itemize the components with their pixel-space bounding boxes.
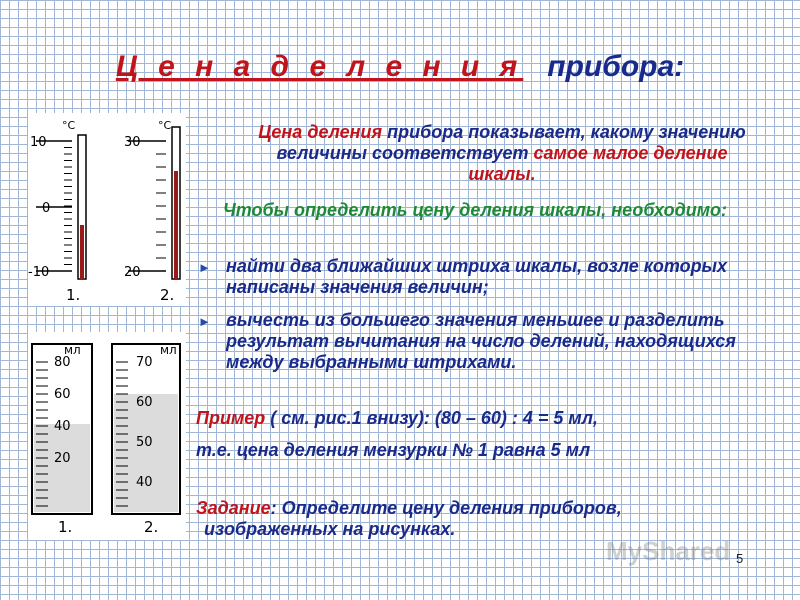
cylinder2-liquid: [114, 394, 178, 512]
cylinders-svg: [28, 332, 186, 540]
title-part2: прибора:: [547, 50, 685, 83]
watermark: MyShared: [606, 536, 731, 566]
cylinder1-liquid: [34, 424, 90, 512]
slide-title: [0, 50, 800, 84]
definition-text: [242, 122, 762, 185]
c1-label-80: 80: [54, 355, 71, 370]
definition-middle: прибора показывает, какому значению величины соответствует: [276, 122, 746, 163]
t1-label-0: 0: [42, 201, 51, 216]
t2-label-30: 30: [124, 135, 141, 150]
t1-mercury: [80, 225, 84, 279]
t1-label-10: 10: [30, 135, 47, 150]
task-text-2: изображенных на рисунках.: [204, 519, 456, 539]
page-number: 5: [736, 551, 744, 566]
c2-label-50: 50: [136, 435, 153, 450]
c1-unit: мл: [64, 343, 81, 357]
bullet-arrow-icon: ►: [198, 260, 211, 275]
c2-unit: мл: [160, 343, 177, 357]
definition-end: самое малое деление шкалы.: [468, 143, 728, 184]
c2-label-40: 40: [136, 475, 153, 490]
bullet-text-2: вычесть из большего значения меньшее и разделить результат вычитания на число делений, находящихся между выбранными штрихами.: [226, 310, 736, 372]
example-label: Пример: [196, 408, 266, 428]
c1-label-60: 60: [54, 387, 71, 402]
bullet-item-2: [198, 310, 758, 373]
c2-label-60: 60: [136, 395, 153, 410]
bullet-item-1: [198, 256, 758, 298]
definition-term: Цена деления: [258, 122, 383, 142]
cylinders-figure: [28, 332, 186, 540]
example-result: т.е. цена деления мензурки № 1 равна 5 мл: [196, 440, 591, 460]
bullet-arrow-icon: ►: [198, 314, 211, 329]
thermometers-svg: [28, 113, 186, 306]
thermometers-figure: [28, 113, 186, 306]
c1-label-20: 20: [54, 451, 71, 466]
task-label: Задание: [196, 498, 271, 518]
bullet-text-1: найти два ближайших штриха шкалы, возле которых написаны значения величин;: [226, 256, 728, 297]
intro-text: Чтобы определить цену деления шкалы, необходимо:: [222, 200, 728, 220]
c1-label-40: 40: [54, 419, 71, 434]
t2-label-20: 20: [124, 265, 141, 280]
example-text: ( см. рис.1 внизу): (80 – 60) : 4 = 5 мл,: [265, 408, 598, 428]
task-block: [196, 498, 766, 540]
t2-unit: °C: [158, 119, 172, 132]
title-part1: Ц е н а д е л е н и я: [115, 50, 524, 83]
task-text-1: : Определите цену деления приборов,: [270, 498, 622, 518]
t2-caption: 2.: [160, 286, 175, 304]
c2-label-70: 70: [136, 355, 153, 370]
example-line: [196, 408, 756, 429]
t1-label-minus10: -10: [28, 265, 50, 280]
c1-caption: 1.: [58, 518, 73, 536]
t1-unit: °C: [62, 119, 76, 132]
t1-caption: 1.: [66, 286, 81, 304]
t2-mercury: [174, 171, 178, 279]
c2-caption: 2.: [144, 518, 159, 536]
